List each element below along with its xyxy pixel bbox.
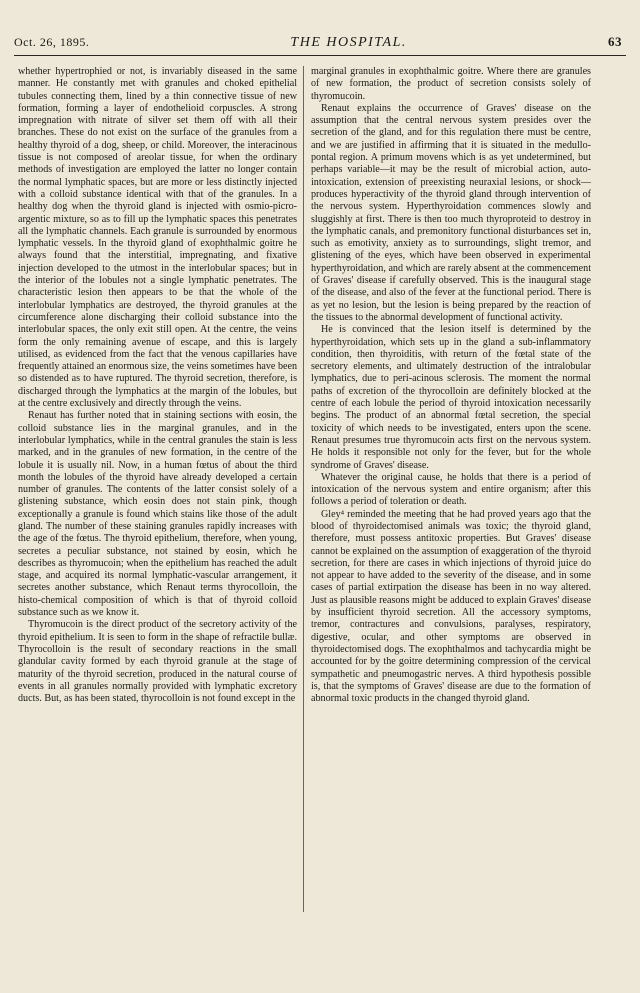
left-column <box>18 66 297 912</box>
page-number: 63 <box>607 34 622 49</box>
paragraph: Renaut explains the occurrence of Graves' disease on the assumption that the central nervous system presides over the secretion of the gland, and for this regulation there must be centre, and we are justified in affirming that it is situated in the medullo-pontal region. A primum movens which is as yet undetermined, but perhaps variable—it may be the result of microbial action, auto-intoxication, extension of preexisting neuraxial lesions, or shock—produces hyperactivity of the thyroid gland through intervention of the nervous system. Hyperthyroidation commences slowly and sluggishly at first. There is then too much thyroproteid to destroy in the lymphatic canals, and premonitory functional disturbances set in, such as emotivity, anxiety as to surroundings, slight tremor, and glistening of the eyes, which have been observed in experimental hyperthyroidation, and which are rarely absent at the commencement of Graves' disease if carefully observed. This is the inaugural stage of the disease, and also of the fever at the functional period. There is as yet no lesion, but the lesion is being prepared by the reaction of the tissues to the abnormal development of functional activity. <box>311 102 591 323</box>
paragraph: whether hypertrophied or not, is invariably diseased in the same manner. He constantly met with granules and choked epithelial tubules connecting them, lined by a thin connective tissue of new formation, forming a layer of endothelioid corpuscles. A strong impregnation with nitrate of silver set them off with all their branches. These do not exist on the surface of the granules from a healthy thyroid of a dog, sheep, or child. Moreover, the interacinous tissue is not composed of areolar tissue, for when the ordinary methods of investigation are employed the latter no longer contain the normal lymphatic spaces, but are more or less distinctly injected with a colloid substance identical with that of the granules. In a healthy dog when the thyroid gland is injected with osmio-picro-argentic mixture, so as to fill up the lymphatic spaces this penetrates all the lymphatic channels. Each granule is surrounded by enormous lymphatic vessels. In the thyroid gland of exophthalmic goitre he always found that the interstitial, impregnating, and fixative injection developed to the utmost in the interlobular spaces; but in the interior of the lobules not a single lymphatic penetrates. The characteristic lesion then appears to be that the whole of the interlobular lymphatics are destroyed, the thyroid granules at the circumference alone discharging their colloid substance into the interlobular spaces, the only exit still open. At the centre, the veins form the only remaining avenue of escape, and this is largely utilised, as evidenced from the fact that the venous capillaries have frequently attained an enormous size, the veins sometimes have been so distended as to have ruptured. The thyroid secretion, therefore, is discharged through the lymphatics at the margin of the lobules, but at the centre exclusively and directly through the veins. <box>18 66 297 410</box>
paragraph: Gley⁴ reminded the meeting that he had proved years ago that the blood of thyroidectomised animals was toxic; the thyroid gland, therefore, must possess antitoxic properties. But Graves' disease cannot be explained on the assumption of exaggeration of the thyroid secretion, for there are cases in which injections of thyroid juice do not appear to have added to the severity of the disease, and in some cases of partial extirpation the disease has been in no way altered. Just as plausible reasons might be adduced to explain Graves' disease by insufficient thyroid secretion. All the accessory symptoms, tremor, contractures and convulsions, paralyses, respiratory, digestive, ocular, and other symptoms are observed in thyroidectomised dogs. The exophthalmos and tachycardia might be accounted for by the goitre determining compression of the cervical sympathetic and pneumogastric nerves. A third hypothesis possible is, that the symptoms of Graves' disease are due to the formation of abnormal toxic products in the changed thyroid gland. <box>311 508 591 705</box>
issue-date: Oct. 26, 1895. <box>14 35 90 49</box>
right-column <box>311 66 591 912</box>
paragraph: Renaut has further noted that in staining sections with eosin, the colloid substance lies in the marginal granules, and in the interlobular lymphatics, while in the central granules the stain is less marked, and in the granules of new formation, in the centre of the lobule it is usually nil. Now, in a human fœtus of about the third month the lobules of the thyroid have already developed a certain number of granules. The contents of the latter consist solely of a glistening substance, which eosin does not stain pink, though exceptionally a granule is found which stains like those of the adult gland. The number of these staining granules rapidly increases with the age of the fœtus. The thyroid epithelium, therefore, when young, secretes a peculiar substance, not stained by eosin, which he describes as thyromucoin; when the epithelium has reached the adult stage, and acquired its normal lymphatic-vascular arrangement, it secretes another substance, which Renaut terms thyrocolloin, the histo-chemical composition of which is that of thyroid colloid substance such as we know it. <box>18 410 297 619</box>
header-rule <box>14 55 626 56</box>
column-divider <box>303 66 304 912</box>
page-header <box>14 34 622 54</box>
paragraph: Thyromucoin is the direct product of the secretory activity of the thyroid epithelium. It is seen to form in the shape of refractile bullæ. Thyrocolloin is the result of secondary reactions in the small glandular cavity formed by each thyroid granule at the stage of maturity of the thyroid secretion, produced in the natural course of events in all granules normally provided with lymphatic excretory ducts. But, as has been stated, thyrocolloin is not found except in the <box>18 619 297 705</box>
paragraph: Whatever the original cause, he holds that there is a period of intoxication of the nervous system and entire organism; after this follows a period of toleration or death. <box>311 471 591 508</box>
paragraph: marginal granules in exophthalmic goitre. Where there are granules of new formation, the product of secretion consists solely of thyromucoin. <box>311 66 591 102</box>
publication-title: THE HOSPITAL. <box>290 35 407 50</box>
paragraph: He is convinced that the lesion itself is determined by the hyperthyroidation, which sets up in the gland a sub-inflammatory condition, then thyroiditis, with return of the fœtal state of the secretory elements, and ultimately destruction of the intralobular lymphatics, due to peri-acinous sclerosis. The moment the normal paths of excretion of the thyrocolloin are definitely blocked at the centre of each lobule the period of thyroid intoxication necessarily begins. The product of an abnormal fœtal secretion, the special toxicity of which needs to be investigated, enters upon the scene. Renaut presumes true thyromucoin acts first on the nervous system. He holds it responsible not only for the fever, but for the whole syndrome of Graves' disease. <box>311 324 591 471</box>
